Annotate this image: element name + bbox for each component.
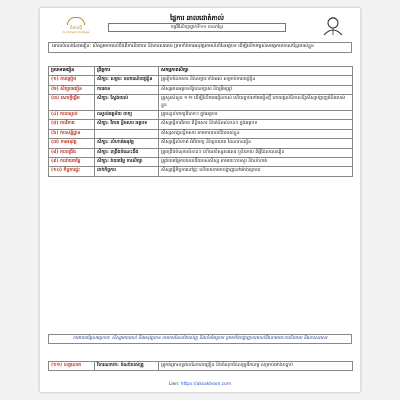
- row-activity: សិក្សា: វាយតម្លៃ ការសិក្សា: [95, 158, 159, 167]
- footer-link: [40, 382, 360, 387]
- row-activity: សិក្សា: លំហាត់អនុវត្ត: [95, 139, 159, 148]
- row-activity: សិក្សា: ស្វែងយល់: [95, 95, 159, 111]
- signature-description: គ្រូកត់ត្រាលទ្ធផលនៃការបង្រៀន និងចំណុចដែលត្រូវកែលម្អ សម្រាប់ម៉ោងបន្ទាប់: [159, 362, 353, 371]
- table-header-row: [49, 67, 353, 76]
- lesson-objective: គោលបំណងនៃមេរៀន: សិស្សអាចយល់ដឹងពីការនិយាយ និងការសរសេរ ព្រមទាំងការអនុវត្តតាមលំនាំនៃអត្ថបទ ដើម្បីលើកកម្ពស់សមត្ថភាពភាសាខ្មែររបស់ខ្លួន: [48, 42, 352, 53]
- document-header: [46, 14, 354, 38]
- row-description: សិស្សធ្វើកិច្ចការនៅផ្ទះ ហើយយកមកបង្ហាញនៅម៉ោងក្រោយ: [159, 167, 353, 176]
- signature-activity: វិចារណកថា: ចំណាំរបស់គ្រូ: [95, 362, 159, 371]
- header-description: សកម្មភាពសិក្សា: [159, 67, 353, 76]
- header-title-block: [108, 14, 286, 32]
- row-description: សិស្សធ្វើការវិភាគ ពីខ្លឹមសារ និងគំនិតសំខាន់ៗ ក្នុងអត្ថបទ: [159, 120, 353, 129]
- assessment-note: ការវាយតម្លៃសមត្ថភាព: សិស្សអាចយល់ និងអនុវត្តបាន តាមការណែនាំរបស់គ្រូ និងលំនាំអត្ថបទ ព្រមទាំងបង្ហាញការយល់ដឹងតាមរយៈការនិយាយ និងការសរសេរ: [48, 334, 352, 344]
- row-activity: ការអាន: [95, 85, 159, 94]
- row-description: សិស្សសង្ខេបខ្លឹមសារ តាមការយល់ដឹងរបស់ខ្លួន: [159, 129, 353, 138]
- logo-text-bottom: Au Kmerk College: [62, 30, 90, 34]
- table-row: [49, 167, 353, 176]
- table-row: [49, 111, 353, 120]
- row-activity: ដាក់កិច្ចការ: [95, 167, 159, 176]
- table-row: [49, 148, 353, 157]
- row-description: សិស្សអានអត្ថបទឱ្យបានច្បាស់ និងត្រឹមត្រូវ: [159, 85, 353, 94]
- table-row: [49, 120, 353, 129]
- row-activity: សិក្សា: សម្ភារៈ ឧបករណ៍បង្រៀន: [95, 76, 159, 85]
- header-activity: ព្រឹត្តការ: [95, 67, 159, 76]
- header-type: ប្រភេទមេរៀន: [49, 67, 95, 76]
- table-row: [49, 85, 353, 94]
- arch-icon: [67, 17, 85, 25]
- row-section: (៥) ការវិភាគ: [49, 120, 95, 129]
- row-section: (៨) ការពង្រឹង: [49, 148, 95, 157]
- document-page: [40, 8, 360, 392]
- page-subtitle: កម្មវិធីសិក្សាថ្នាក់ទី១១ ភាសាខ្មែរ: [108, 23, 286, 32]
- row-description: គ្រូរៀបចំឯកសារ និងសម្ភារៈទាំងអស់ សម្រាប់ការបង្រៀន: [159, 76, 353, 85]
- table-row: [49, 129, 353, 138]
- row-activity: [95, 129, 159, 138]
- row-description: សិស្សធ្វើលំហាត់ អំពីពាក្យ និងប្រយោគ ដែលបានរៀន: [159, 139, 353, 148]
- row-activity: ពន្យល់អត្ថន័យ ពាក្យ: [95, 111, 159, 120]
- row-section: (២) សិក្សាមេរៀន: [49, 85, 95, 94]
- row-description: គ្រូពង្រឹងចំណុចសំខាន់ៗ ហើយសិស្សសរសេរ ឬនិយាយ ពីអ្វីដែលបានរៀន: [159, 148, 353, 157]
- row-description: គ្រូពន្យល់ពាក្យពិបាកៗ ក្នុងអត្ថបទ: [159, 111, 353, 120]
- row-section: (៧) ការអនុវត្ត: [49, 139, 95, 148]
- signature-table: [48, 361, 353, 371]
- logo-text-top: ជំនាន់ថ្មី: [70, 25, 82, 30]
- row-section: (៤) ការពន្យល់: [49, 111, 95, 120]
- page-title: ផ្ទៃការ ឆាលដោតំភាល់: [170, 14, 224, 22]
- row-activity: សិក្សា: ពង្រឹងចំណេះដឹង: [95, 148, 159, 157]
- table-row: [49, 76, 353, 85]
- college-logo: [52, 17, 100, 35]
- table-row: [49, 139, 353, 148]
- row-section: (១០) កិច្ចការផ្ទះ: [49, 167, 95, 176]
- row-section: (៩) ការវាយតម្លៃ: [49, 158, 95, 167]
- row-section: (៣) សេចក្ដីផ្តើម: [49, 95, 95, 111]
- footer-link-label: Lien:: [168, 382, 180, 387]
- signature-section: (១១) ហត្ថលេខា: [49, 362, 95, 371]
- table-row: [49, 362, 353, 371]
- table-row: [49, 95, 353, 111]
- row-section: (១) ការត្រៀម: [49, 76, 95, 85]
- footer-link-url[interactable]: https://aksakhoon.com: [180, 382, 232, 387]
- row-description: គ្រូសួរសំណួរ ១-២ ដើម្បីរំលឹកមេរៀនចាស់ ហើយភ្ជាប់ទៅមេរៀនថ្មី ដោយផ្ដល់ឱកាសឱ្យសិស្សបង្ហាញគំនិតរបស់ខ្លួន: [159, 95, 353, 111]
- lesson-table: [48, 66, 353, 177]
- row-section: (៦) ការសន្និដ្ឋាន: [49, 129, 95, 138]
- row-activity: សិក្សា: វិភាគ ខ្លឹមសារ អត្ថបទ: [95, 120, 159, 129]
- table-row: [49, 158, 353, 167]
- emblem-icon: [320, 15, 346, 37]
- row-description: គ្រូវាយតម្លៃការយល់ដឹងរបស់សិស្ស តាមរយៈការសួរ និងលំហាត់: [159, 158, 353, 167]
